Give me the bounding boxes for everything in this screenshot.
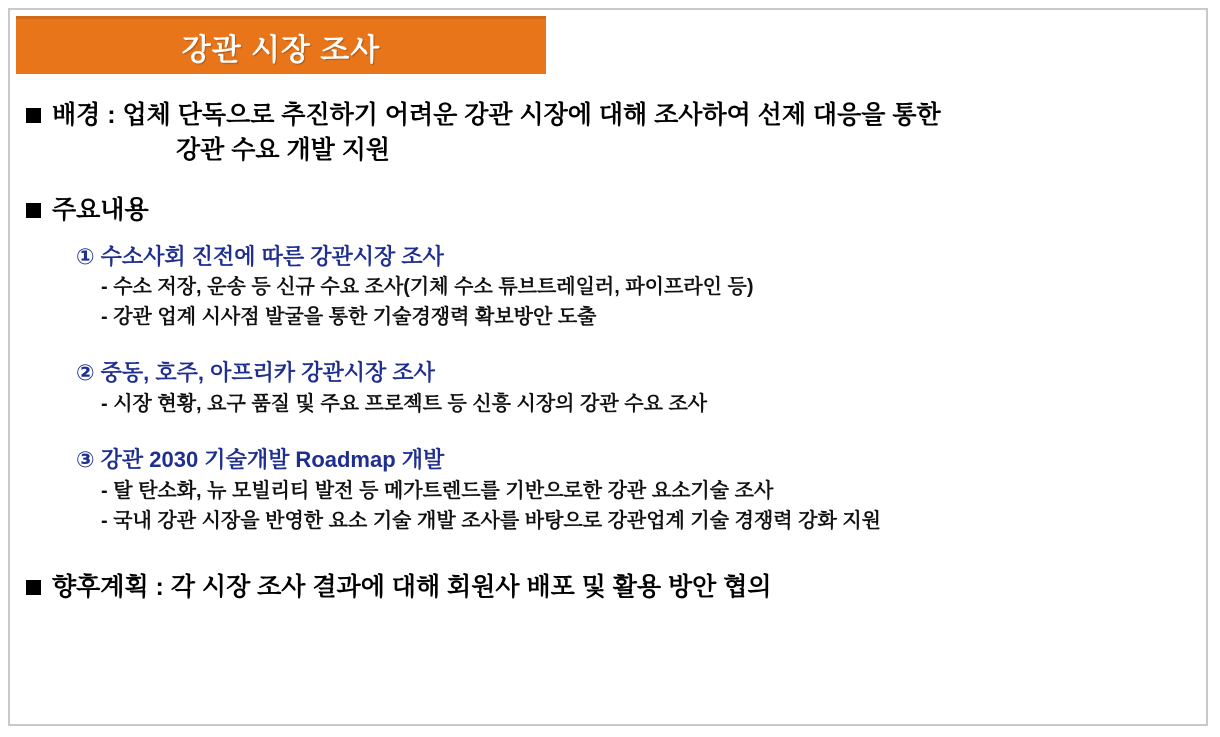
list-item xyxy=(26,358,1191,419)
list-item xyxy=(26,242,1191,333)
detail-line: - 국내 강관 시장을 반영한 요소 기술 개발 조사를 바탕으로 강관업계 기술 경쟁력 강화 지원 xyxy=(101,509,881,532)
section-heading-text: 배경 : 업체 단독으로 추진하기 어려운 강관 시장에 대해 조사하여 선제 대응을 통한 xyxy=(52,101,941,129)
spacer xyxy=(26,332,1191,358)
slide-content xyxy=(26,98,1191,604)
section-heading xyxy=(26,570,1191,605)
subitem-heading xyxy=(76,358,1191,389)
item-number: ② xyxy=(76,360,95,386)
item-label: 강관 2030 기술개발 Roadmap 개발 xyxy=(100,447,445,473)
detail-line: - 시장 현황, 요구 품질 및 주요 프로젝트 등 신흥 시장의 강관 수요 조사 xyxy=(101,393,708,416)
item-number: ① xyxy=(76,243,95,269)
section-future-plan xyxy=(26,570,1191,605)
detail-line: - 탈 탄소화, 뉴 모빌리티 발전 등 메가트렌드를 기반으로한 강관 요소기술 조사 xyxy=(101,479,774,502)
section-heading-continuation: 강관 수요 개발 지원 xyxy=(176,135,391,164)
section-heading-text: 주요내용 xyxy=(52,196,149,224)
section-heading xyxy=(26,193,1191,228)
spacer xyxy=(26,228,1191,242)
spacer xyxy=(26,419,1191,445)
slide-title-banner xyxy=(16,16,546,74)
detail-line: - 강관 업계 시사점 발굴을 통한 기술경쟁력 확보방안 도출 xyxy=(101,306,597,329)
item-label: 중동, 호주, 아프리카 강관시장 조사 xyxy=(100,360,435,386)
square-bullet-icon xyxy=(26,108,41,123)
detail-line: - 수소 저장, 운송 등 신규 수요 조사(기체 수소 튜브트레일러, 파이프라인 등) xyxy=(101,276,754,299)
item-number: ③ xyxy=(76,447,95,473)
square-bullet-icon xyxy=(26,580,41,595)
spacer xyxy=(26,536,1191,570)
item-label: 수소사회 진전에 따른 강관시장 조사 xyxy=(100,243,444,269)
section-main-contents xyxy=(26,193,1191,536)
spacer xyxy=(26,167,1191,193)
subitem-heading xyxy=(76,445,1191,476)
section-heading-text: 향후계획 : 각 시장 조사 결과에 대해 회원사 배포 및 활용 방안 협의 xyxy=(52,572,772,601)
subitem-heading xyxy=(76,242,1191,273)
square-bullet-icon xyxy=(26,203,41,218)
page-title: 강관 시장 조사 xyxy=(181,33,381,67)
section-background xyxy=(26,98,1191,167)
section-heading xyxy=(26,98,1191,133)
list-item xyxy=(26,445,1191,536)
